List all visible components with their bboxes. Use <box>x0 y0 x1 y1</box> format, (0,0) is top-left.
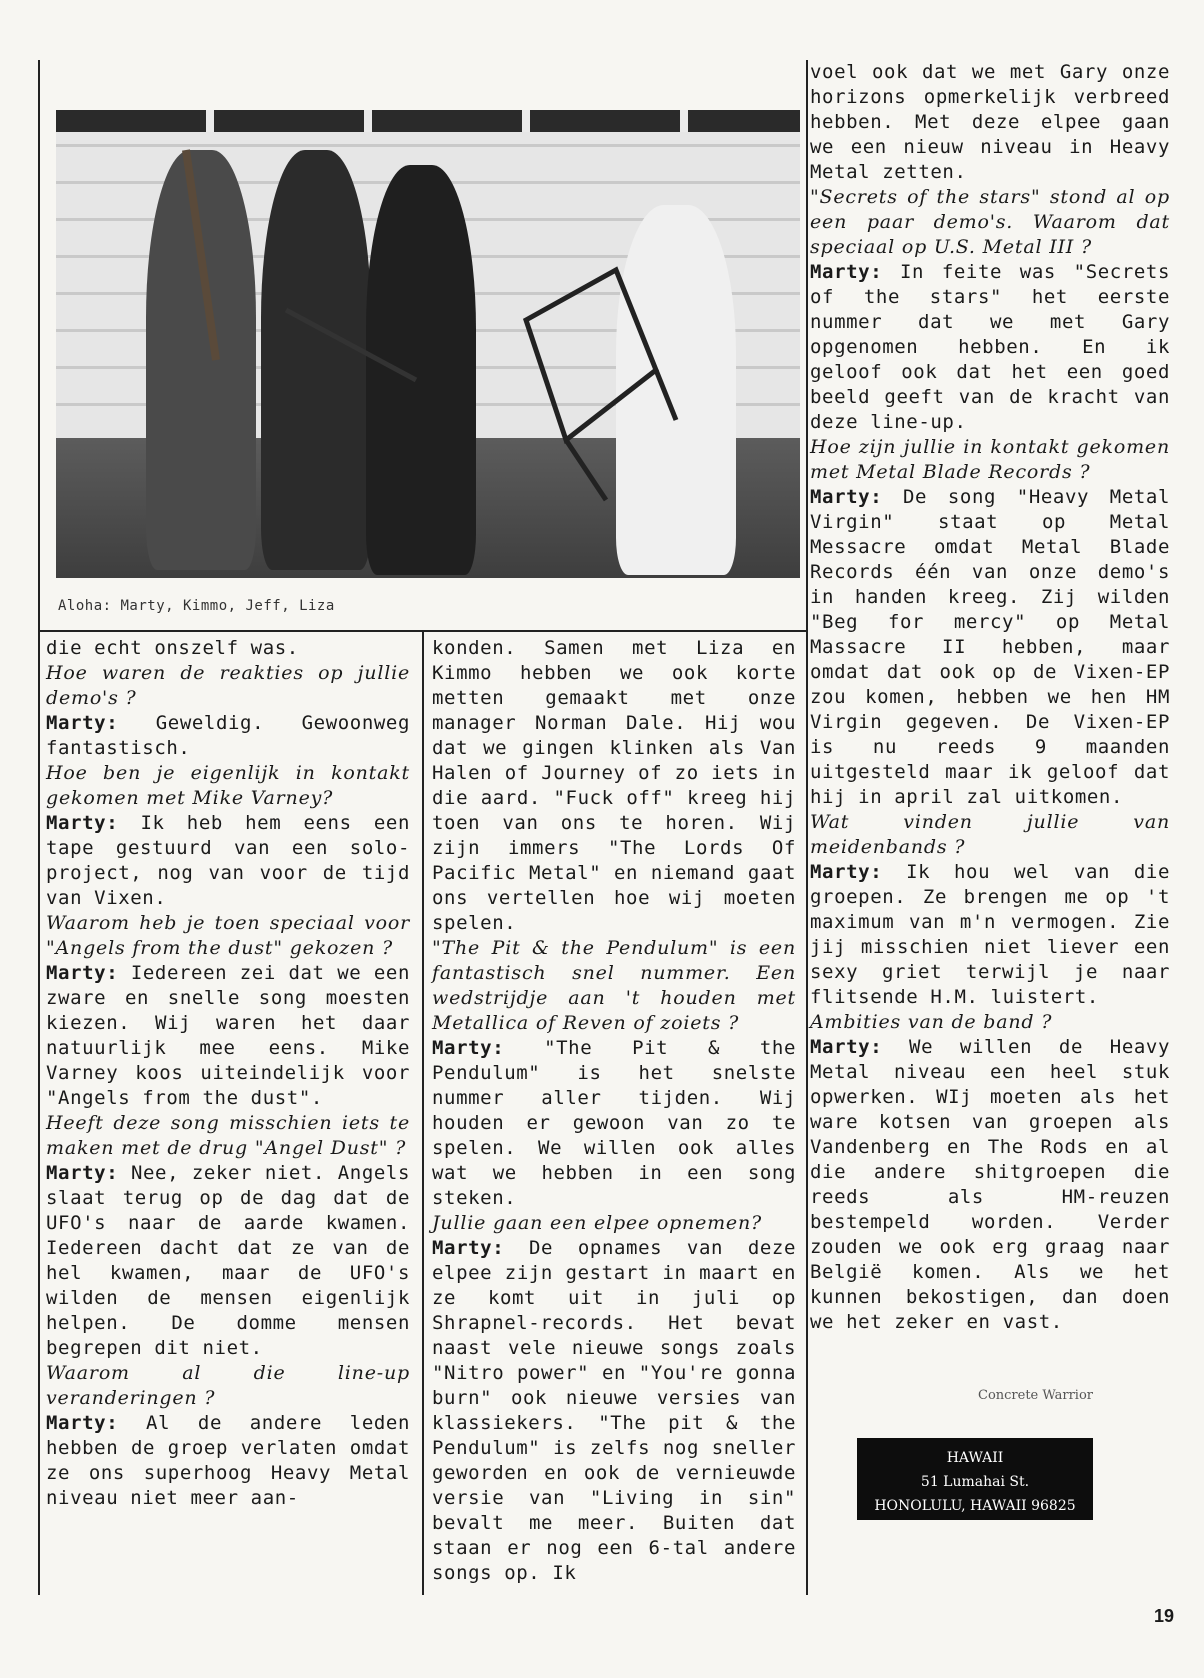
interview-answer <box>46 1161 410 1361</box>
speaker-label: Marty: <box>46 712 119 734</box>
answer-text: Iedereen zei dat we een zware en snelle song moesten kiezen. Wij waren het daar natuurlijk mee eens. Mike Varney koos uiteindelijk voor "Angels from the dust". <box>46 962 410 1109</box>
column-right <box>810 60 1170 1335</box>
chair-icon <box>56 110 800 578</box>
left-border-rule <box>38 60 40 1595</box>
interview-answer <box>432 1036 796 1211</box>
speaker-label: Marty: <box>46 962 119 984</box>
speaker-label: Marty: <box>432 1237 505 1259</box>
column-middle <box>432 636 796 1586</box>
speaker-label: Marty: <box>810 261 883 283</box>
interview-question: "The Pit & the Pendulum" is een fantastisch snel nummer. Een wedstrijdje aan 't houden met Metallica of Reven of zoiets ? <box>432 937 796 1034</box>
interview-question: Wat vinden jullie van meidenbands ? <box>810 811 1170 858</box>
speaker-label: Marty: <box>810 861 883 883</box>
interview-answer <box>46 636 410 661</box>
speaker-label: Marty: <box>810 1036 883 1058</box>
answer-text: "The Pit & the Pendulum" is het snelste nummer aller tijden. Wij houden er gewoon van zo te spelen. We willen ook alles wat we hebben in een song steken. <box>432 1037 797 1209</box>
address-box <box>857 1438 1093 1520</box>
interview-answer <box>810 485 1170 810</box>
answer-text: In feite was "Secrets of the stars" het eerste nummer dat we met Gary opgenomen hebben. En ik geloof ook dat het een goed beeld geeft van de kracht van deze line-up. <box>810 261 1170 433</box>
answer-text: We willen de Heavy Metal niveau een heel stuk opwerken. WIj moeten als het ware kotsen van groepen als Vandenberg en The Rods en al die andere shitgroepen die reeds als HM-reuzen bestempeld worden. Verder zouden we ook erg graag naar België komen. Als we het kunnen bekostigen, dan doen we het zeker en vast. <box>810 1036 1170 1333</box>
interview-question: Heeft deze song misschien iets te maken met de drug "Angel Dust" ? <box>46 1112 410 1159</box>
interview-answer <box>432 1236 796 1586</box>
interview-answer <box>46 961 410 1111</box>
interview-question: Waarom al die line-up veranderingen ? <box>46 1362 410 1409</box>
answer-text: konden. Samen met Liza en Kimmo hebben we ook korte metten gemaakt met onze manager Norman Dale. Hij wou dat we gingen klinken als Van Halen of Journey of zo iets in die aard. "Fuck off" kreeg hij toen van ons te horen. Wij zijn immers "The Lords Of Pacific Metal" en niemand gaat ons vertellen hoe wij moeten spelen. <box>432 637 796 934</box>
interview-question: Hoe waren de reakties op jullie demo's ? <box>46 662 410 709</box>
answer-text: De song "Heavy Metal Virgin" staat op Metal Messacre omdat Metal Blade Records één van onze demo's in handen kreeg. Zij wilden "Beg for mercy" op Metal Massacre II hebben, maar omdat dat ook op de Vixen-EP zou komen, hebben we hen HM Virgin gegeven. De Vixen-EP is nu reeds 9 maanden uitgesteld maar ik geloof dat hij in april zal uitkomen. <box>810 486 1170 808</box>
speaker-label: Marty: <box>810 486 883 508</box>
answer-text: Nee, zeker niet. Angels slaat terug op de dag dat de UFO's naar de aarde kwamen. Iedereen dacht dat ze van de hel kwamen, maar de UFO's wilden de mensen eigenlijk helpen. De domme mensen begrepen dit niet. <box>46 1162 410 1359</box>
interview-answer <box>46 811 410 911</box>
answer-text: Al de andere leden hebben de groep verlaten omdat ze ons superhoog Heavy Metal niveau niet meer aan- <box>46 1412 410 1509</box>
answer-text: Geweldig. Gewoonweg fantastisch. <box>46 712 410 759</box>
column-left <box>46 636 410 1511</box>
speaker-label: Marty: <box>46 1162 119 1184</box>
interview-question: "Secrets of the stars" stond al op een paar demo's. Waarom dat speciaal op U.S. Metal III ? <box>810 186 1170 258</box>
interview-answer <box>810 260 1170 435</box>
middle-column-divider <box>422 632 424 1595</box>
address-line-3: HONOLULU, HAWAII 96825 <box>874 1498 1076 1514</box>
interview-question: Ambities van de band ? <box>810 1011 1053 1033</box>
interview-answer <box>810 860 1170 1010</box>
band-photo <box>56 110 800 578</box>
interview-question: Waarom heb je toen speciaal voor "Angels from the dust" gekozen ? <box>46 912 410 959</box>
page-number: 19 <box>1154 1606 1175 1626</box>
answer-text: Ik heb hem eens een tape gestuurd van een solo-project, nog van voor de tijd van Vixen. <box>46 812 410 909</box>
interview-question: Hoe ben je eigenlijk in kontakt gekomen met Mike Varney? <box>46 762 410 809</box>
interview-answer <box>810 1035 1170 1335</box>
answer-text: voel ook dat we met Gary onze horizons opmerkelijk verbreed hebben. Met deze elpee gaan we een nieuw niveau in Heavy Metal zetten. <box>810 61 1170 183</box>
speaker-label: Marty: <box>46 1412 119 1434</box>
author-signature: Concrete Warrior <box>978 1388 1093 1403</box>
interview-answer <box>810 60 1170 185</box>
photo-caption: Aloha: Marty, Kimmo, Jeff, Liza <box>58 598 335 614</box>
interview-question: Jullie gaan een elpee opnemen? <box>432 1212 763 1234</box>
right-column-divider <box>806 60 808 1595</box>
speaker-label: Marty: <box>46 812 119 834</box>
interview-answer <box>46 1411 410 1511</box>
interview-question: Hoe zijn jullie in kontakt gekomen met Metal Blade Records ? <box>810 436 1170 483</box>
address-line-1: HAWAII <box>946 1450 1004 1466</box>
interview-answer <box>432 636 796 936</box>
answer-text: De opnames van deze elpee zijn gestart in maart en ze komt uit in juli op Shrapnel-records. Het bevat naast vele nieuwe songs zoals "Nitro power" en "You're gonna burn" ook nieuwe versies van klassiekers. "The pit & the Pendulum" is zelfs nog sneller geworden en ook de vernieuwde versie van "Living in sin" bevalt me meer. Buiten dat staan er nog een 6-tal andere songs op. Ik <box>432 1237 796 1584</box>
answer-text: die echt onszelf was. <box>46 637 299 659</box>
interview-answer <box>46 711 410 761</box>
speaker-label: Marty: <box>432 1037 505 1059</box>
address-line-2: 51 Lumahai St. <box>920 1474 1030 1490</box>
answer-text: Ik hou wel van die groepen. Ze brengen me op 't maximum van m'n vermogen. Zie jij misschien niet liever een sexy griet terwijl je naar flitsende H.M. luistert. <box>810 861 1170 1008</box>
